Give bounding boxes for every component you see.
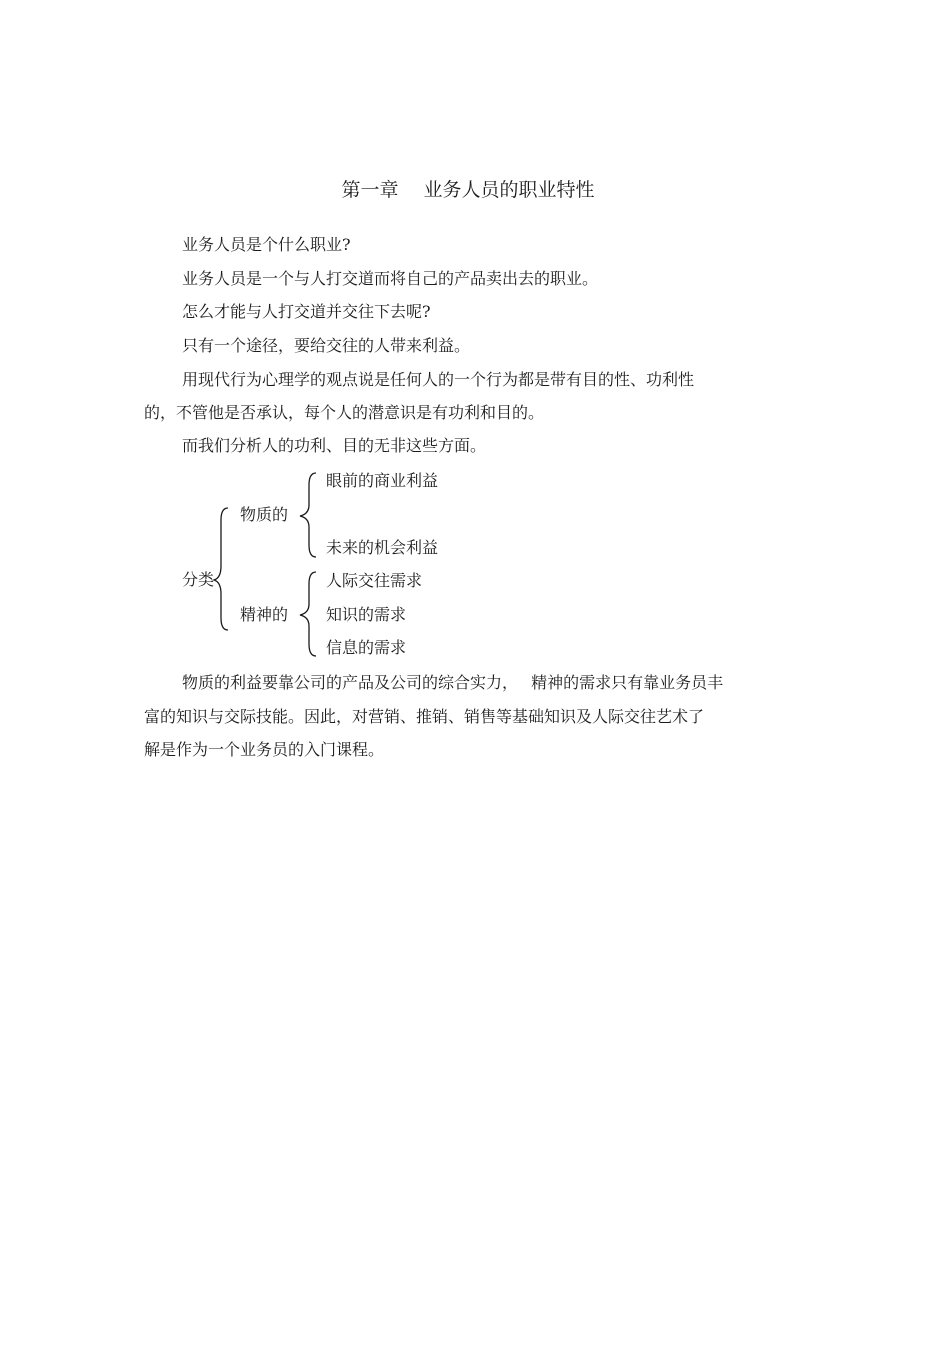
tree-root-label: 分类 [182,570,215,589]
paragraph-psychology-line1: 用现代行为心理学的观点说是任何人的一个行为都是带有目的性、功利性 [182,370,695,389]
root-brace [214,508,228,630]
tree-spiritual-label: 精神的 [240,605,289,624]
paragraph-analysis: 而我们分析人的功利、目的无非这些方面。 [182,436,487,455]
tree-spiritual-item: 人际交往需求 [326,571,423,590]
tree-material-label: 物质的 [240,505,289,524]
paragraph-how: 怎么才能与人打交道并交往下去呢? [182,302,431,321]
paragraph-definition: 业务人员是一个与人打交道而将自己的产品卖出去的职业。 [182,269,599,288]
paragraph-conclusion-line3: 解是作为一个业务员的入门课程。 [144,740,385,759]
tree-material-item: 眼前的商业利益 [326,471,439,490]
spiritual-brace [300,572,316,656]
tree-material-item: 未来的机会利益 [326,538,439,557]
material-brace [300,473,316,557]
paragraph-conclusion-line1: 物质的利益要靠公司的产品及公司的综合实力， 精神的需求只有靠业务员丰 [182,673,724,692]
paragraph-way: 只有一个途径，要给交往的人带来利益。 [182,336,471,355]
tree-spiritual-item: 信息的需求 [326,638,407,657]
tree-spiritual-item: 知识的需求 [326,605,407,624]
paragraph-question: 业务人员是个什么职业? [182,235,351,254]
paragraph-conclusion-line2: 富的知识与交际技能。因此，对营销、推销、销售等基础知识及人际交往艺术了 [144,707,705,726]
paragraph-psychology-line2: 的，不管他是否承认，每个人的潜意识是有功利和目的。 [144,403,545,422]
page-title: 第一章 业务人员的职业特性 [341,179,595,201]
